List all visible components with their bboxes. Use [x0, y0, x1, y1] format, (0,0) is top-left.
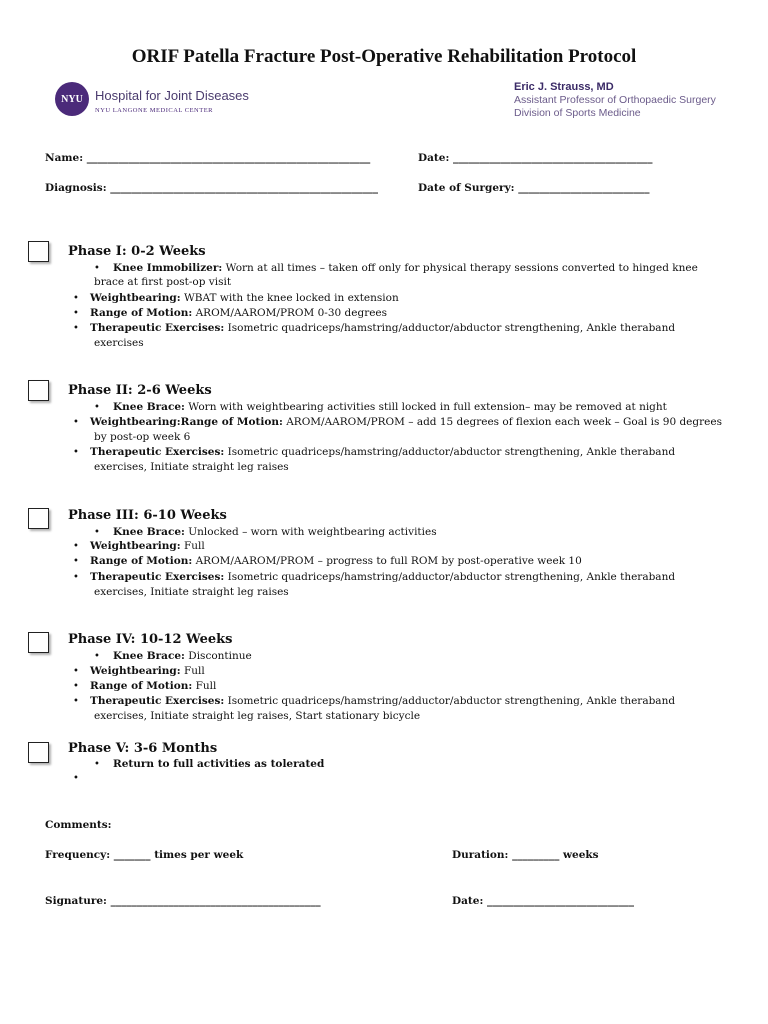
- phase-1-item-3: [90, 307, 387, 319]
- duration-field[interactable]: Duration: _________ weeks: [452, 849, 599, 861]
- bullet: •: [94, 263, 100, 274]
- phase-3-checkbox[interactable]: [28, 508, 49, 529]
- phase-4-checkbox[interactable]: [28, 632, 49, 653]
- item-text: Discontinue: [184, 650, 252, 662]
- phase-1-item-2: [90, 292, 399, 304]
- item-label: Knee Brace:: [113, 401, 185, 413]
- diagnosis-field[interactable]: Diagnosis: ___________________________________________________: [45, 182, 378, 194]
- phase-4-item-4-cont: exercises, Initiate straight leg raises, Start stationary bicycle: [94, 710, 421, 722]
- item-text: Full: [192, 680, 217, 692]
- item-label: Knee Immobilizer:: [113, 262, 223, 274]
- doctor-block: [514, 81, 716, 120]
- bullet: •: [73, 323, 79, 334]
- phase-2-title: Phase II: 2-6 Weeks: [68, 383, 212, 398]
- signature-field[interactable]: Signature: ________________________________________: [45, 895, 321, 907]
- phase-4-item-3: [90, 680, 216, 692]
- comments-label: Comments:: [45, 819, 112, 831]
- item-text: Full: [180, 540, 205, 552]
- phase-1-checkbox[interactable]: [28, 241, 49, 262]
- phase-3-item-4: [90, 571, 675, 583]
- bullet: •: [94, 651, 100, 662]
- item-label: Range of Motion:: [90, 307, 193, 319]
- item-text: AROM/AAROM/PROM 0-30 degrees: [192, 307, 388, 319]
- item-label: Therapeutic Exercises:: [90, 322, 225, 334]
- item-text: Isometric quadriceps/hamstring/adductor/abductor strengthening, Ankle theraband: [224, 571, 676, 583]
- phase-5-title: Phase V: 3-6 Months: [68, 741, 218, 756]
- item-label: Weightbearing:: [90, 292, 181, 304]
- date-field[interactable]: Date: ______________________________________: [418, 152, 653, 164]
- nyu-logo-mark: NYU: [55, 82, 89, 116]
- bullet: •: [94, 759, 100, 770]
- bullet: •: [73, 696, 79, 707]
- phase-2-item-2-cont: by post-op week 6: [94, 431, 191, 443]
- phase-2-item-2: [90, 416, 722, 428]
- phase-2-checkbox[interactable]: [28, 380, 49, 401]
- item-label: Therapeutic Exercises:: [90, 695, 225, 707]
- item-text: Unlocked – worn with weightbearing activities: [184, 526, 437, 538]
- phase-3-item-3: [90, 555, 582, 567]
- bullet: •: [73, 417, 79, 428]
- bullet: •: [73, 293, 79, 304]
- phase-4-title: Phase IV: 10-12 Weeks: [68, 632, 233, 647]
- doctor-division: Division of Sports Medicine: [514, 107, 641, 119]
- phase-4-item-4: [90, 695, 675, 707]
- phase-1-title: Phase I: 0-2 Weeks: [68, 244, 206, 259]
- item-text: Full: [180, 665, 205, 677]
- item-text: Worn with weightbearing activities still locked in full extension– may be removed at night: [184, 401, 667, 413]
- phase-4-item-1: [113, 650, 252, 662]
- name-field[interactable]: Name: ______________________________________________________: [45, 152, 371, 164]
- item-label: Therapeutic Exercises:: [90, 571, 225, 583]
- bullet: •: [73, 666, 79, 677]
- phase-3-title: Phase III: 6-10 Weeks: [68, 508, 227, 523]
- phase-3-item-1: [113, 526, 437, 538]
- hospital-subtitle: NYU LANGONE MEDICAL CENTER: [95, 107, 214, 114]
- bullet: •: [73, 681, 79, 692]
- bullet: •: [73, 308, 79, 319]
- frequency-field[interactable]: Frequency: _______ times per week: [45, 849, 244, 861]
- doctor-name: Eric J. Strauss, MD: [514, 81, 614, 93]
- phase-2-item-3: [90, 446, 675, 458]
- bullet: •: [94, 402, 100, 413]
- footer-date-field[interactable]: Date: ____________________________: [452, 895, 634, 907]
- bullet: •: [73, 447, 79, 458]
- item-text: Isometric quadriceps/hamstring/adductor/abductor strengthening, Ankle theraband: [224, 695, 676, 707]
- bullet: •: [73, 541, 79, 552]
- phase-3-item-2: [90, 540, 205, 552]
- phase-5-checkbox[interactable]: [28, 742, 49, 763]
- phase-2-item-3-cont: exercises, Initiate straight leg raises: [94, 461, 289, 473]
- item-label: Knee Brace:: [113, 526, 185, 538]
- item-text: Worn at all times – taken off only for physical therapy sessions converted to hinged knee: [222, 262, 698, 274]
- item-label: Knee Brace:: [113, 650, 185, 662]
- item-label: Return to full activities as tolerated: [113, 758, 325, 770]
- bullet: •: [73, 572, 79, 583]
- item-label: Range of Motion:: [90, 555, 193, 567]
- item-label: Therapeutic Exercises:: [90, 446, 225, 458]
- bullet: •: [73, 773, 79, 784]
- phase-3-item-4-cont: exercises, Initiate straight leg raises: [94, 586, 289, 598]
- item-text: AROM/AAROM/PROM – add 15 degrees of flexion each week – Goal is 90 degrees: [282, 416, 722, 428]
- bullet: •: [73, 556, 79, 567]
- item-label: Weightbearing:: [90, 540, 181, 552]
- item-label: Range of Motion:: [90, 680, 193, 692]
- bullet: •: [94, 527, 100, 538]
- item-label: Weightbearing:: [90, 665, 181, 677]
- phase-2-item-1: [113, 401, 667, 413]
- doctor-title: Assistant Professor of Orthopaedic Surgery: [514, 94, 716, 106]
- phase-1-item-4: [90, 322, 675, 334]
- phase-1-item-1: [113, 262, 698, 274]
- phase-1-item-4-cont: exercises: [94, 337, 144, 349]
- item-label: Weightbearing:Range of Motion:: [90, 416, 283, 428]
- item-text: AROM/AAROM/PROM – progress to full ROM by post-operative week 10: [192, 555, 582, 567]
- item-text: Isometric quadriceps/hamstring/adductor/abductor strengthening, Ankle theraband: [224, 322, 676, 334]
- phase-1-item-1-cont: brace at first post-op visit: [94, 276, 232, 288]
- phase-4-item-2: [90, 665, 205, 677]
- surgery-date-field[interactable]: Date of Surgery: _________________________: [418, 182, 650, 194]
- item-text: WBAT with the knee locked in extension: [180, 292, 399, 304]
- page-title: ORIF Patella Fracture Post-Operative Rehabilitation Protocol: [131, 46, 637, 67]
- item-text: Isometric quadriceps/hamstring/adductor/abductor strengthening, Ankle theraband: [224, 446, 676, 458]
- hospital-name: Hospital for Joint Diseases: [95, 88, 249, 103]
- phase-5-item-1: [113, 758, 324, 770]
